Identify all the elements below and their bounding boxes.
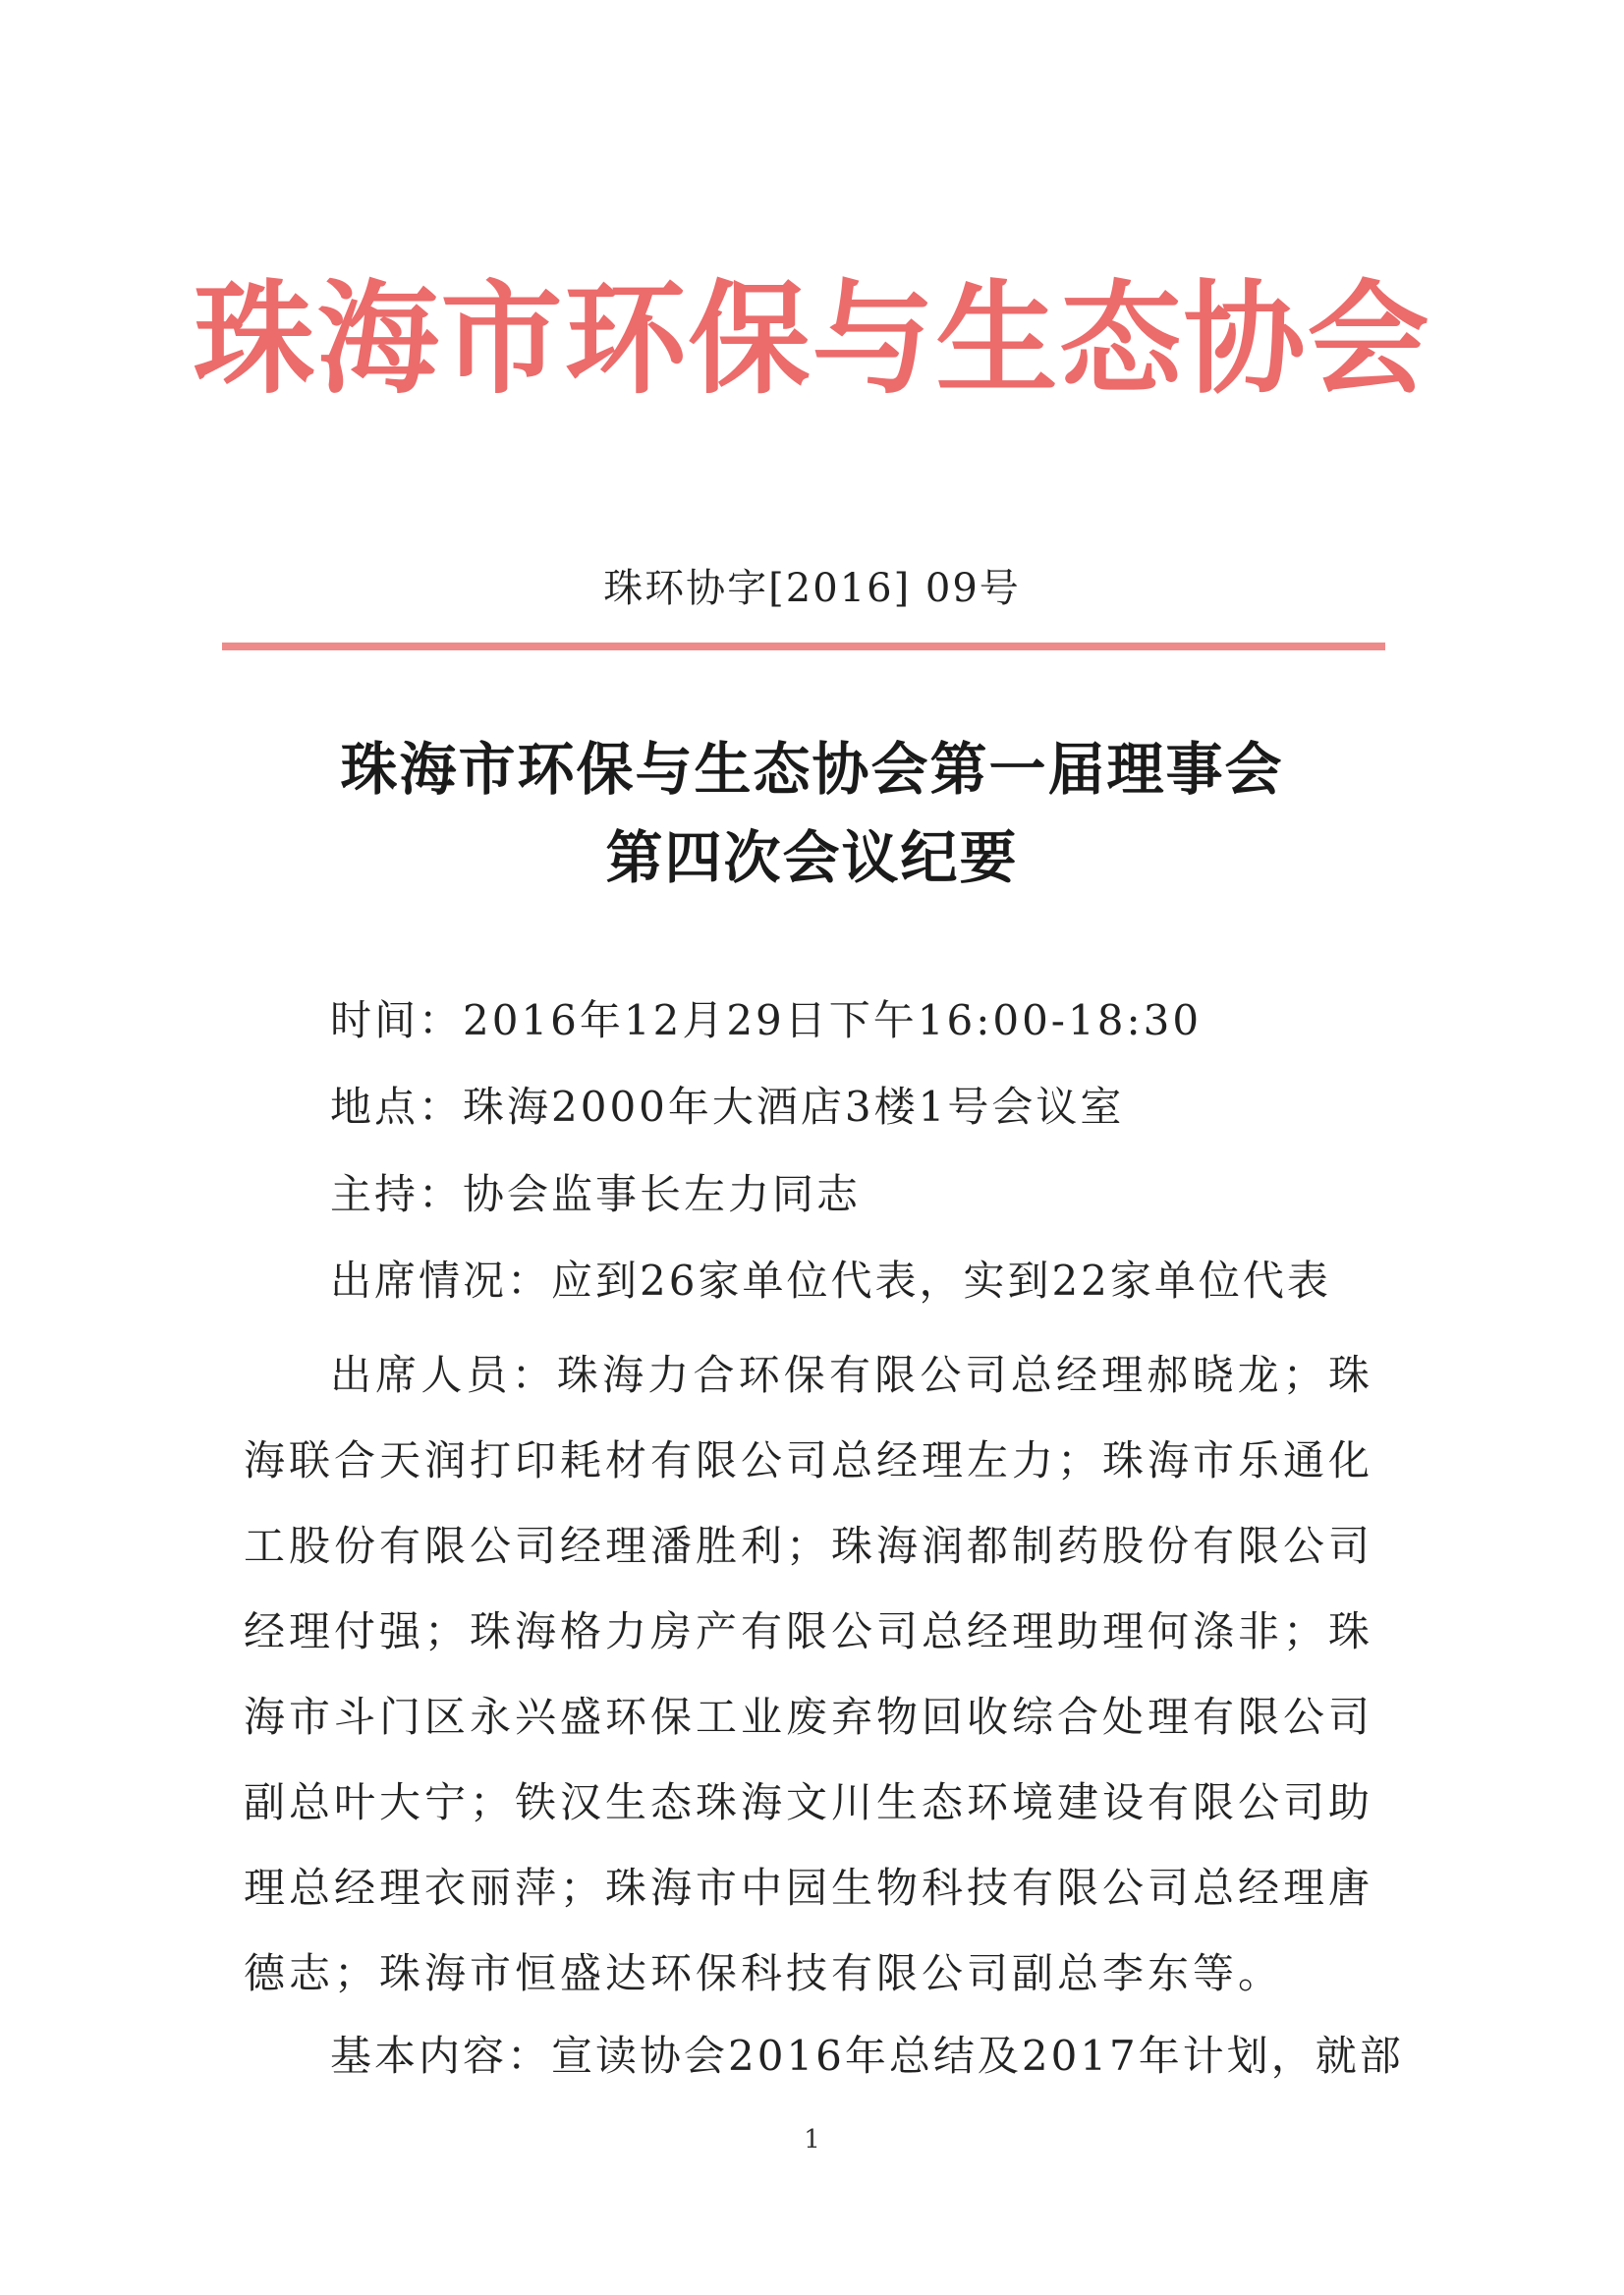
meeting-place: 地点：珠海2000年大酒店3楼1号会议室 — [330, 1083, 1125, 1131]
document-title-line-2: 第四次会议纪要 — [605, 824, 1019, 891]
red-divider-rule — [222, 643, 1385, 650]
attendance-status: 出席情况：应到26家单位代表，实到22家单位代表 — [330, 1257, 1331, 1305]
basic-content-paragraph: 基本内容：宣读协会2016年总结及2017年计划，就部 — [330, 2032, 1404, 2080]
document-title-line-1: 珠海市环保与生态协会第一届理事会 — [340, 736, 1284, 803]
meeting-time: 时间：2016年12月29日下午16:00-18:30 — [330, 996, 1203, 1044]
organization-letterhead: 珠海市环保与生态协会 — [193, 269, 1431, 411]
attendees-paragraph: 出席人员：珠海力合环保有限公司总经理郝晓龙；珠海联合天润打印耗材有限公司总经理左力；珠海市乐通化工股份有限公司经理潘胜利；珠海润都制药股份有限公司经理付强；珠海格力房产有限公司总经理助理何涤非；珠海市斗门区永兴盛环保工业废弃物回收综合处理有限公司副总叶大宁；铁汉生态珠海文川生态环境建设有限公司助理总经理衣丽萍；珠海市中园生物科技有限公司总经理唐德志；珠海市恒盛达环保科技有限公司副总李东等。 — [244, 1351, 1374, 1997]
document-number: 珠环协字[2016] 09号 — [603, 566, 1021, 611]
page-number: 1 — [804, 2125, 820, 2155]
meeting-host: 主持：协会监事长左力同志 — [330, 1170, 862, 1218]
